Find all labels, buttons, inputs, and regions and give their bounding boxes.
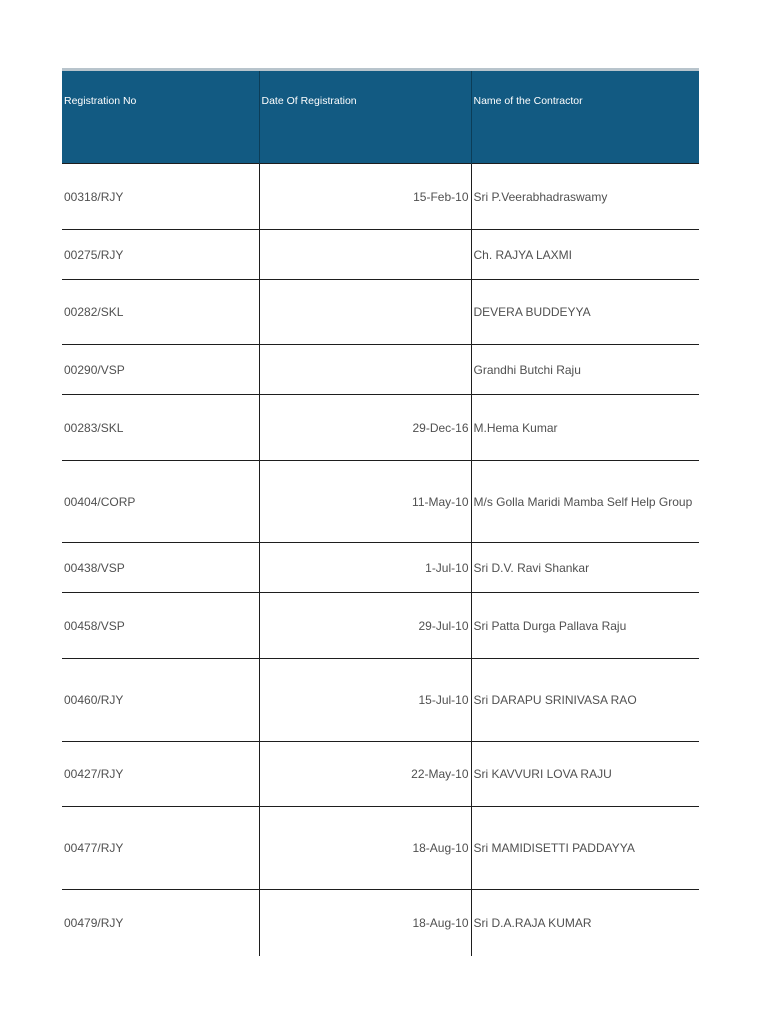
table-row — [62, 461, 699, 543]
contractor-name-cell: M.Hema Kumar — [471, 395, 699, 461]
header-row — [62, 71, 699, 164]
table-row — [62, 280, 699, 345]
registration-date-cell — [259, 345, 471, 395]
table-row — [62, 230, 699, 280]
registration-date-cell: 22-May-10 — [259, 742, 471, 807]
contractor-name-cell: Sri DARAPU SRINIVASA RAO — [471, 659, 699, 742]
registration-date-cell — [259, 230, 471, 280]
registration-no-cell: 00275/RJY — [62, 230, 259, 280]
registration-no-cell: 00404/CORP — [62, 461, 259, 543]
table-row — [62, 890, 699, 956]
registration-no-cell: 00290/VSP — [62, 345, 259, 395]
contractor-name-cell: Ch. RAJYA LAXMI — [471, 230, 699, 280]
registration-no-cell: 00460/RJY — [62, 659, 259, 742]
contractor-name-cell: Sri D.A.RAJA KUMAR — [471, 890, 699, 956]
table-row — [62, 659, 699, 742]
table-row — [62, 742, 699, 807]
contractor-name-cell: Sri D.V. Ravi Shankar — [471, 543, 699, 593]
table-row — [62, 543, 699, 593]
registration-date-cell: 29-Dec-16 — [259, 395, 471, 461]
contractor-registration-sheet — [62, 68, 699, 957]
registration-no-cell: 00479/RJY — [62, 890, 259, 956]
registration-no-cell: 00282/SKL — [62, 280, 259, 345]
contractor-name-cell: Sri KAVVURI LOVA RAJU — [471, 742, 699, 807]
registration-date-cell: 15-Jul-10 — [259, 659, 471, 742]
contractor-name-cell: Grandhi Butchi Raju — [471, 345, 699, 395]
contractor-registration-table — [62, 71, 699, 956]
contractor-name-cell: Sri Patta Durga Pallava Raju — [471, 593, 699, 659]
table-row — [62, 395, 699, 461]
registration-date-cell: 15-Feb-10 — [259, 164, 471, 230]
header-date-of-registration: Date Of Registration — [259, 71, 471, 164]
table-row — [62, 593, 699, 659]
registration-no-cell: 00438/VSP — [62, 543, 259, 593]
registration-date-cell: 18-Aug-10 — [259, 807, 471, 890]
table-row — [62, 164, 699, 230]
contractor-name-cell: M/s Golla Maridi Mamba Self Help Group — [471, 461, 699, 543]
registration-no-cell: 00318/RJY — [62, 164, 259, 230]
registration-date-cell — [259, 280, 471, 345]
registration-no-cell: 00427/RJY — [62, 742, 259, 807]
table-row — [62, 345, 699, 395]
contractor-name-cell: DEVERA BUDDEYYA — [471, 280, 699, 345]
table-row — [62, 807, 699, 890]
header-registration-no: Registration No — [62, 71, 259, 164]
registration-date-cell: 11-May-10 — [259, 461, 471, 543]
registration-date-cell: 18-Aug-10 — [259, 890, 471, 956]
registration-no-cell: 00477/RJY — [62, 807, 259, 890]
contractor-name-cell: Sri P.Veerabhadraswamy — [471, 164, 699, 230]
registration-date-cell: 29-Jul-10 — [259, 593, 471, 659]
header-contractor-name: Name of the Contractor — [471, 71, 699, 164]
contractor-name-cell: Sri MAMIDISETTI PADDAYYA — [471, 807, 699, 890]
registration-date-cell: 1-Jul-10 — [259, 543, 471, 593]
registration-no-cell: 00458/VSP — [62, 593, 259, 659]
registration-no-cell: 00283/SKL — [62, 395, 259, 461]
